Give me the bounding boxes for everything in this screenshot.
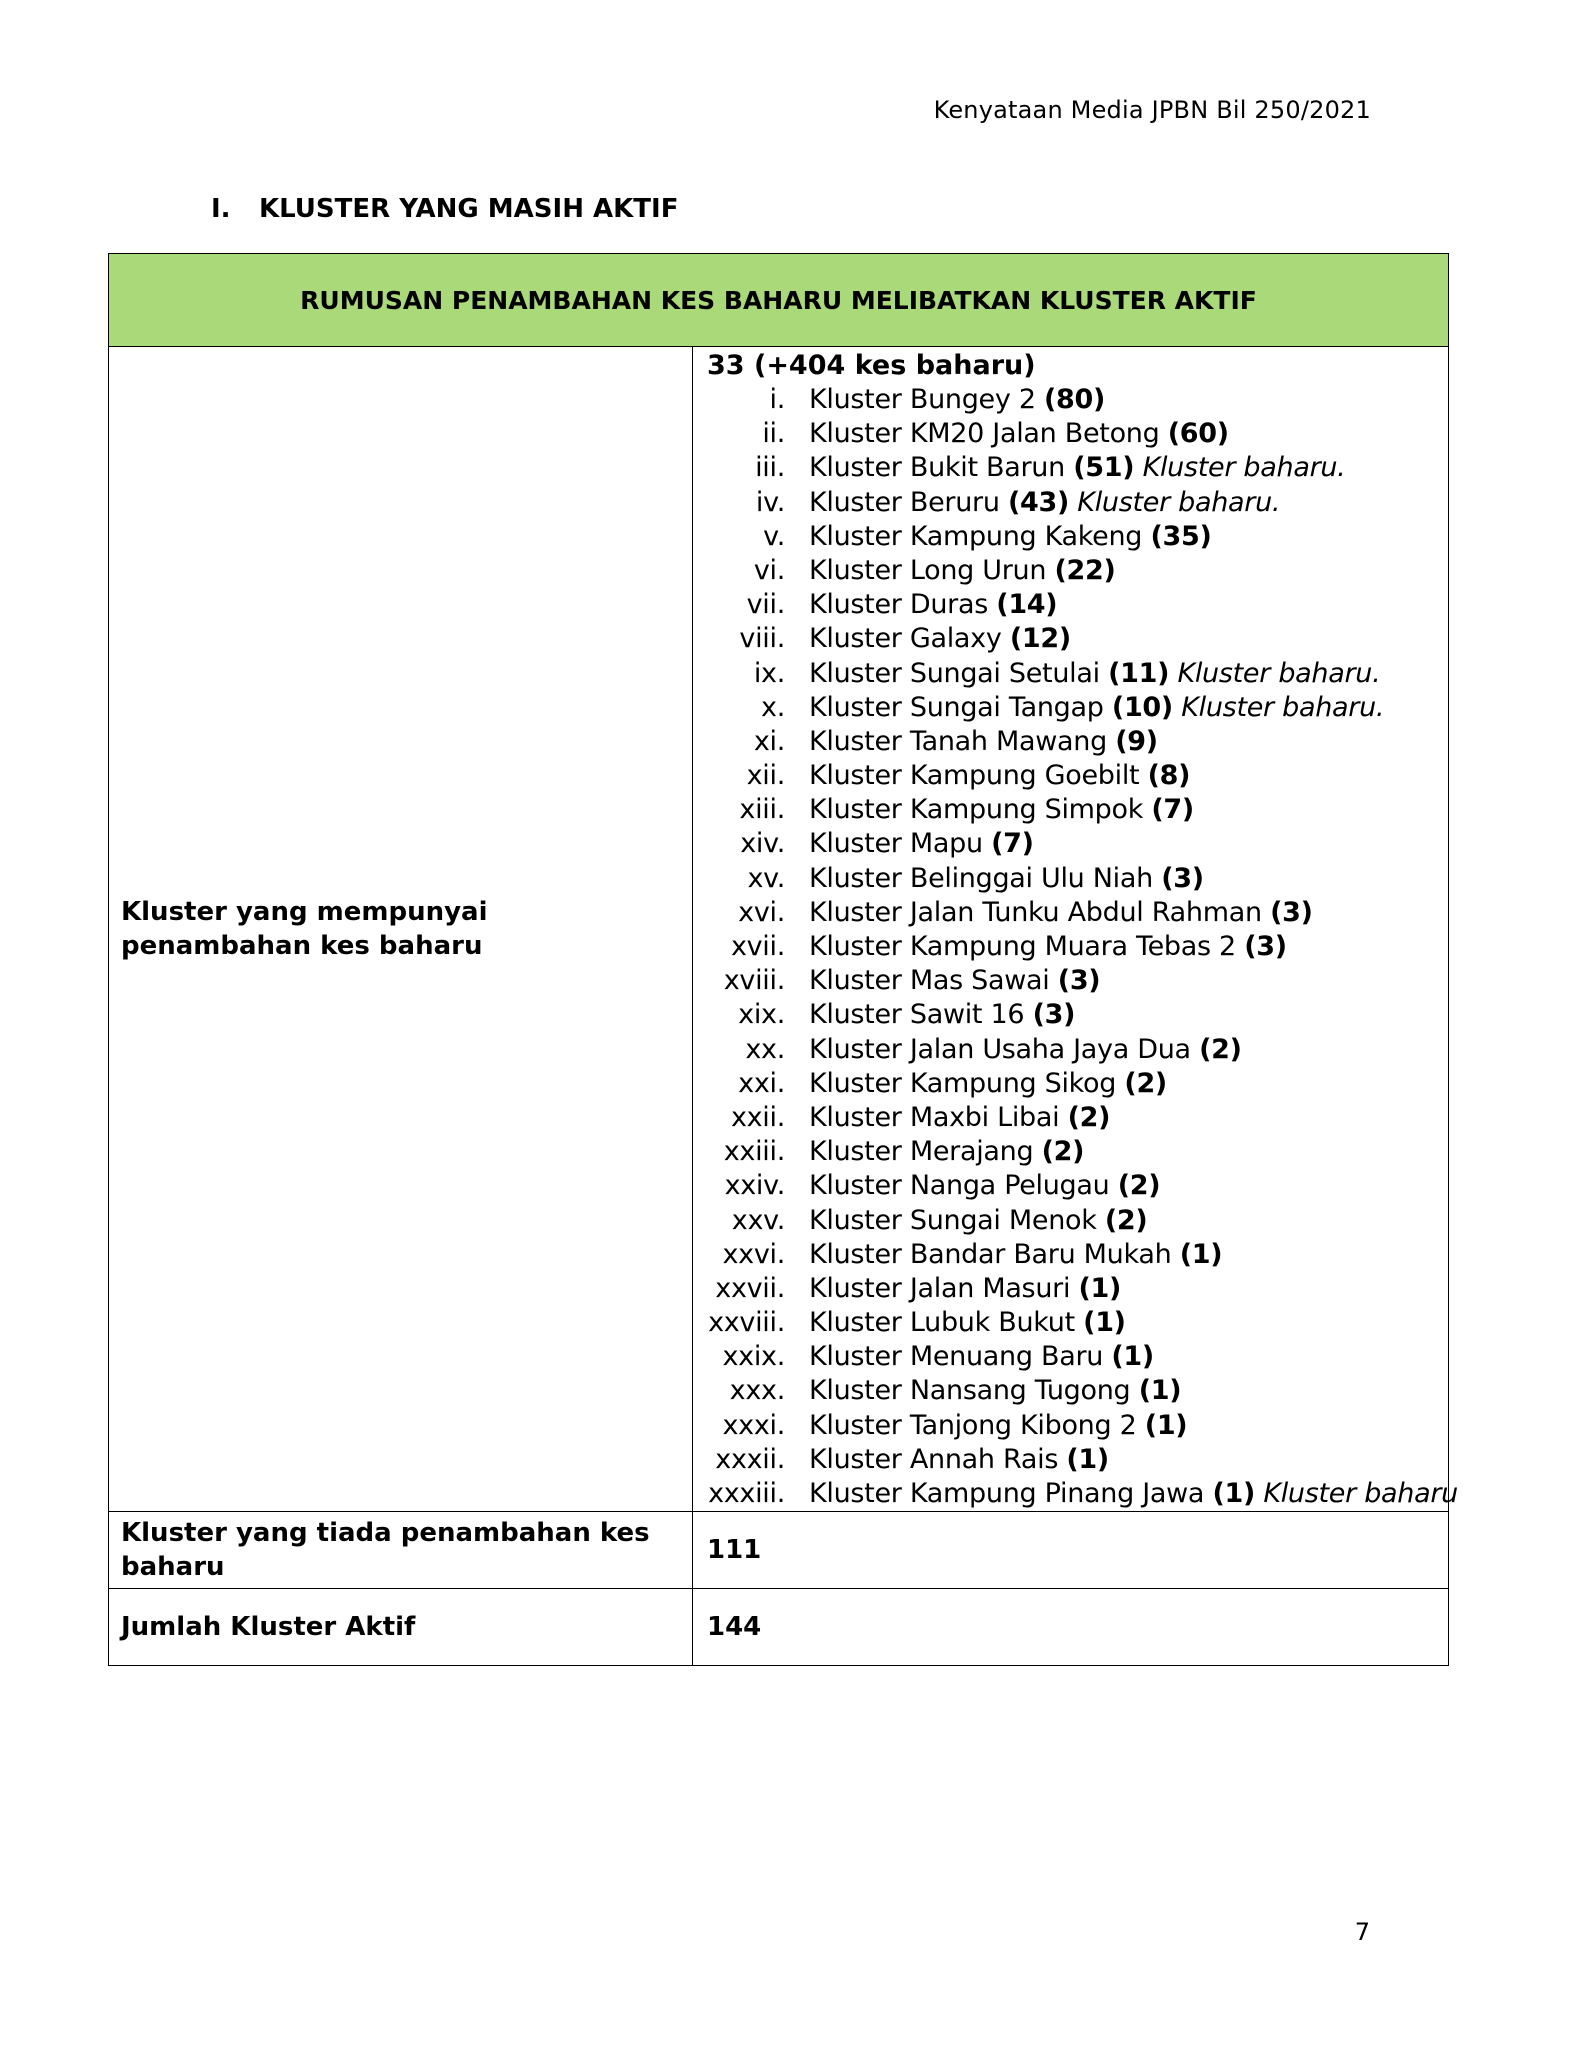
list-item <box>707 1238 1438 1272</box>
cluster-case-count: (1) <box>1111 1341 1154 1373</box>
cluster-entry <box>785 691 1384 725</box>
list-item <box>707 1374 1438 1408</box>
cluster-case-count: (1) <box>1083 1307 1126 1339</box>
cluster-numeral: vi. <box>753 554 785 586</box>
cluster-numeral: xxix. <box>722 1341 785 1373</box>
row-label-total-active: Jumlah Kluster Aktif <box>109 1589 693 1666</box>
document-reference: Kenyataan Media JPBN Bil 250/2021 <box>933 96 1371 124</box>
cluster-numeral: xix. <box>738 999 785 1031</box>
row-label-no-new-cases: Kluster yang tiada penambahan kes baharu <box>109 1512 693 1589</box>
cluster-case-count: (7) <box>1151 794 1194 826</box>
row-no-new-cases <box>109 1512 1449 1589</box>
cluster-numeral: xi. <box>753 725 785 757</box>
cluster-case-count: (51) <box>1073 452 1135 484</box>
cluster-case-count: (1) <box>1179 1238 1223 1270</box>
cluster-numeral: xxiv. <box>724 1170 785 1202</box>
cluster-numeral: xxxii. <box>715 1443 785 1475</box>
cluster-entry <box>785 1135 1084 1169</box>
cluster-entry <box>785 896 1313 930</box>
cluster-entry <box>785 520 1212 554</box>
cluster-name: Kluster Nanga Pelugau <box>809 1170 1110 1202</box>
list-item <box>707 691 1438 725</box>
cluster-entry <box>785 1272 1121 1306</box>
cluster-case-count: (2) <box>1199 1033 1242 1065</box>
cluster-name: Kluster Kampung Pinang Jawa <box>809 1478 1205 1509</box>
cluster-case-count: (12) <box>1009 623 1071 655</box>
cluster-entry <box>785 998 1075 1032</box>
cluster-entry <box>785 451 1345 485</box>
cluster-case-count: (10) <box>1111 691 1173 723</box>
cluster-numeral: x. <box>761 691 785 723</box>
cluster-entry <box>785 793 1194 827</box>
list-item <box>707 1306 1438 1340</box>
cluster-new-tag: Kluster baharu. <box>1181 691 1385 723</box>
cluster-case-count: (1) <box>1078 1272 1122 1304</box>
cluster-numeral: xiv. <box>740 828 785 860</box>
cluster-entry <box>785 383 1105 417</box>
cluster-case-count: (1) <box>1212 1478 1256 1509</box>
list-item <box>707 1169 1438 1203</box>
cluster-case-count: (11) <box>1108 657 1170 689</box>
cluster-case-count: (2) <box>1124 1067 1167 1099</box>
cluster-case-count: (2) <box>1104 1204 1148 1236</box>
cluster-entry <box>785 1101 1110 1135</box>
cluster-name: Kluster Jalan Usaha Jaya Dua <box>809 1033 1191 1065</box>
cluster-list <box>707 383 1458 1511</box>
cluster-entry <box>785 1169 1160 1203</box>
list-item <box>707 793 1438 827</box>
list-item <box>707 383 1438 417</box>
cluster-name: Kluster Menuang Baru <box>809 1341 1104 1373</box>
table-title-row <box>109 254 1449 347</box>
cluster-entry <box>785 1033 1242 1067</box>
cluster-entry <box>785 622 1071 656</box>
list-item <box>707 759 1438 793</box>
cluster-numeral: xv. <box>747 862 785 894</box>
cluster-case-count: (2) <box>1041 1136 1085 1168</box>
list-item <box>707 1409 1438 1443</box>
list-item <box>707 520 1438 554</box>
cluster-case-count: (3) <box>1244 931 1287 962</box>
cluster-name: Kluster Duras <box>809 589 988 621</box>
list-item <box>707 1101 1438 1135</box>
cluster-name: Kluster Sungai Tangap <box>809 691 1104 723</box>
cluster-entry <box>785 417 1229 451</box>
cluster-name: Kluster Tanjong Kibong 2 <box>809 1409 1137 1441</box>
cluster-name: Kluster Bandar Baru Mukah <box>809 1238 1172 1270</box>
cluster-list-cell <box>693 347 1458 1512</box>
cluster-numeral: xxx. <box>729 1375 785 1407</box>
cluster-name: Kluster Jalan Masuri <box>809 1272 1071 1304</box>
cluster-entry <box>785 657 1380 691</box>
cluster-name: Kluster Beruru <box>809 486 1000 518</box>
cluster-new-tag: Kluster baharu <box>1263 1478 1458 1509</box>
cluster-case-count: (1) <box>1066 1443 1109 1475</box>
list-item <box>707 1204 1438 1238</box>
list-item <box>707 896 1438 930</box>
cluster-numeral: xx. <box>745 1033 785 1065</box>
cluster-entry <box>785 1340 1154 1374</box>
cluster-name: Kluster Annah Rais <box>809 1443 1059 1475</box>
cluster-numeral: xvii. <box>730 931 785 962</box>
list-item <box>707 554 1438 588</box>
cluster-numeral: v. <box>763 520 785 552</box>
cluster-numeral: xxv. <box>731 1204 785 1236</box>
cluster-entry <box>785 930 1287 964</box>
list-item <box>707 725 1438 759</box>
cluster-entry <box>785 1067 1167 1101</box>
cluster-name: Kluster Mas Sawai <box>809 965 1050 997</box>
list-item <box>707 964 1438 998</box>
cluster-name: Kluster Lubuk Bukut <box>809 1307 1075 1339</box>
row-total-active <box>109 1589 1449 1666</box>
cluster-numeral: ii. <box>762 418 785 450</box>
total-active-value: 144 <box>693 1589 1449 1666</box>
cluster-numeral: viii. <box>739 623 785 655</box>
row-with-new-cases <box>109 347 1449 1512</box>
cluster-case-count: (22) <box>1054 554 1116 586</box>
section-heading <box>211 194 678 224</box>
cluster-new-tag: Kluster baharu. <box>1177 657 1381 689</box>
list-item <box>707 486 1438 520</box>
cluster-case-count: (43) <box>1007 486 1069 518</box>
cluster-numeral: vii. <box>746 589 785 621</box>
cluster-case-count: (3) <box>1270 896 1313 928</box>
no-new-cases-value: 111 <box>693 1512 1449 1589</box>
cluster-new-tag: Kluster baharu. <box>1077 486 1281 518</box>
section-number: I. <box>211 194 231 224</box>
cluster-numeral: i. <box>769 384 785 415</box>
cluster-numeral: xxviii. <box>708 1307 785 1339</box>
list-item <box>707 657 1438 691</box>
cluster-case-count: (1) <box>1144 1409 1188 1441</box>
cluster-name: Kluster Sungai Setulai <box>809 657 1100 689</box>
cluster-case-count: (60) <box>1167 418 1229 450</box>
cluster-entry <box>785 1409 1187 1443</box>
list-item <box>707 930 1438 964</box>
page-number: 7 <box>1354 1918 1370 1946</box>
cluster-name: Kluster Kampung Simpok <box>809 794 1144 826</box>
cluster-entry <box>785 588 1057 622</box>
list-item <box>707 998 1438 1032</box>
cluster-numeral: iii. <box>755 452 785 484</box>
cluster-name: Kluster Kampung Sikog <box>809 1067 1117 1099</box>
list-item <box>707 622 1438 656</box>
cluster-case-count: (2) <box>1067 1101 1111 1133</box>
cluster-name: Kluster Jalan Tunku Abdul Rahman <box>809 896 1262 928</box>
cluster-name: Kluster Kampung Goebilt <box>809 760 1140 792</box>
cluster-case-count: (35) <box>1150 520 1212 552</box>
list-item <box>707 1477 1458 1511</box>
cluster-name: Kluster Kampung Kakeng <box>809 520 1143 552</box>
new-cases-total: 33 (+404 kes baharu) <box>707 350 1036 381</box>
cluster-case-count: (3) <box>1032 999 1076 1031</box>
cluster-entry <box>785 1443 1109 1477</box>
section-title: KLUSTER YANG MASIH AKTIF <box>259 194 679 224</box>
list-item <box>707 588 1438 622</box>
cluster-name: Kluster Merajang <box>809 1136 1034 1168</box>
cluster-name: Kluster Sungai Menok <box>809 1204 1097 1236</box>
cluster-entry <box>785 1238 1222 1272</box>
list-item <box>707 1340 1438 1374</box>
cluster-case-count: (80) <box>1044 384 1106 415</box>
cluster-entry <box>785 1306 1126 1340</box>
cluster-numeral: xxxi. <box>722 1409 785 1441</box>
cluster-entry <box>785 554 1116 588</box>
cluster-name: Kluster KM20 Jalan Betong <box>809 418 1160 450</box>
cluster-entry <box>785 964 1100 998</box>
cluster-numeral: xvi. <box>738 896 785 928</box>
cluster-numeral: xxiii. <box>723 1136 785 1168</box>
cluster-numeral: xiii. <box>739 794 785 826</box>
list-item <box>707 1443 1438 1477</box>
cluster-entry <box>785 725 1158 759</box>
active-cluster-summary-table <box>108 253 1458 1666</box>
cluster-name: Kluster Long Urun <box>809 554 1047 586</box>
cluster-entry <box>785 862 1204 896</box>
cluster-name: Kluster Nansang Tugong <box>809 1375 1131 1407</box>
cluster-case-count: (14) <box>996 589 1058 621</box>
cluster-name: Kluster Belinggai Ulu Niah <box>809 862 1153 894</box>
list-item <box>707 417 1438 451</box>
cluster-name: Kluster Bungey 2 <box>809 384 1036 415</box>
cluster-case-count: (3) <box>1161 862 1204 894</box>
cluster-numeral: xii. <box>746 760 785 792</box>
cluster-name: Kluster Mapu <box>809 828 983 860</box>
list-item <box>707 1067 1438 1101</box>
cluster-numeral: xxvii. <box>715 1272 785 1304</box>
cluster-entry <box>785 486 1280 520</box>
list-item <box>707 862 1438 896</box>
cluster-case-count: (1) <box>1138 1375 1182 1407</box>
cluster-entry <box>785 1374 1181 1408</box>
cluster-entry <box>785 827 1034 861</box>
cluster-name: Kluster Sawit 16 <box>809 999 1025 1031</box>
cluster-numeral: xviii. <box>723 965 785 997</box>
list-item <box>707 1272 1438 1306</box>
cluster-name: Kluster Maxbi Libai <box>809 1101 1060 1133</box>
cluster-case-count: (3) <box>1057 965 1101 997</box>
list-item <box>707 1033 1438 1067</box>
cluster-entry <box>785 1477 1458 1511</box>
cluster-name: Kluster Kampung Muara Tebas 2 <box>809 931 1236 962</box>
cluster-case-count: (9) <box>1115 725 1158 757</box>
row-label-with-new-cases: Kluster yang mempunyai penambahan kes baharu <box>109 347 693 1512</box>
cluster-name: Kluster Galaxy <box>809 623 1002 655</box>
cluster-numeral: ix. <box>753 657 785 689</box>
cluster-entry <box>785 1204 1147 1238</box>
cluster-name: Kluster Tanah Mawang <box>809 725 1107 757</box>
cluster-numeral: xxi. <box>738 1067 785 1099</box>
cluster-case-count: (2) <box>1117 1170 1161 1202</box>
cluster-numeral: xxii. <box>730 1101 785 1133</box>
cluster-case-count: (7) <box>991 828 1034 860</box>
cluster-name: Kluster Bukit Barun <box>809 452 1065 484</box>
list-item <box>707 451 1438 485</box>
cluster-entry <box>785 759 1190 793</box>
list-item <box>707 827 1438 861</box>
cluster-new-tag: Kluster baharu. <box>1142 452 1346 484</box>
cluster-case-count: (8) <box>1147 760 1191 792</box>
cluster-numeral: xxxiii. <box>708 1478 785 1509</box>
cluster-numeral: xxvi. <box>722 1238 785 1270</box>
list-item <box>707 1135 1438 1169</box>
cluster-numeral: iv. <box>755 486 785 518</box>
table-title: RUMUSAN PENAMBAHAN KES BAHARU MELIBATKAN KLUSTER AKTIF <box>109 254 1449 347</box>
